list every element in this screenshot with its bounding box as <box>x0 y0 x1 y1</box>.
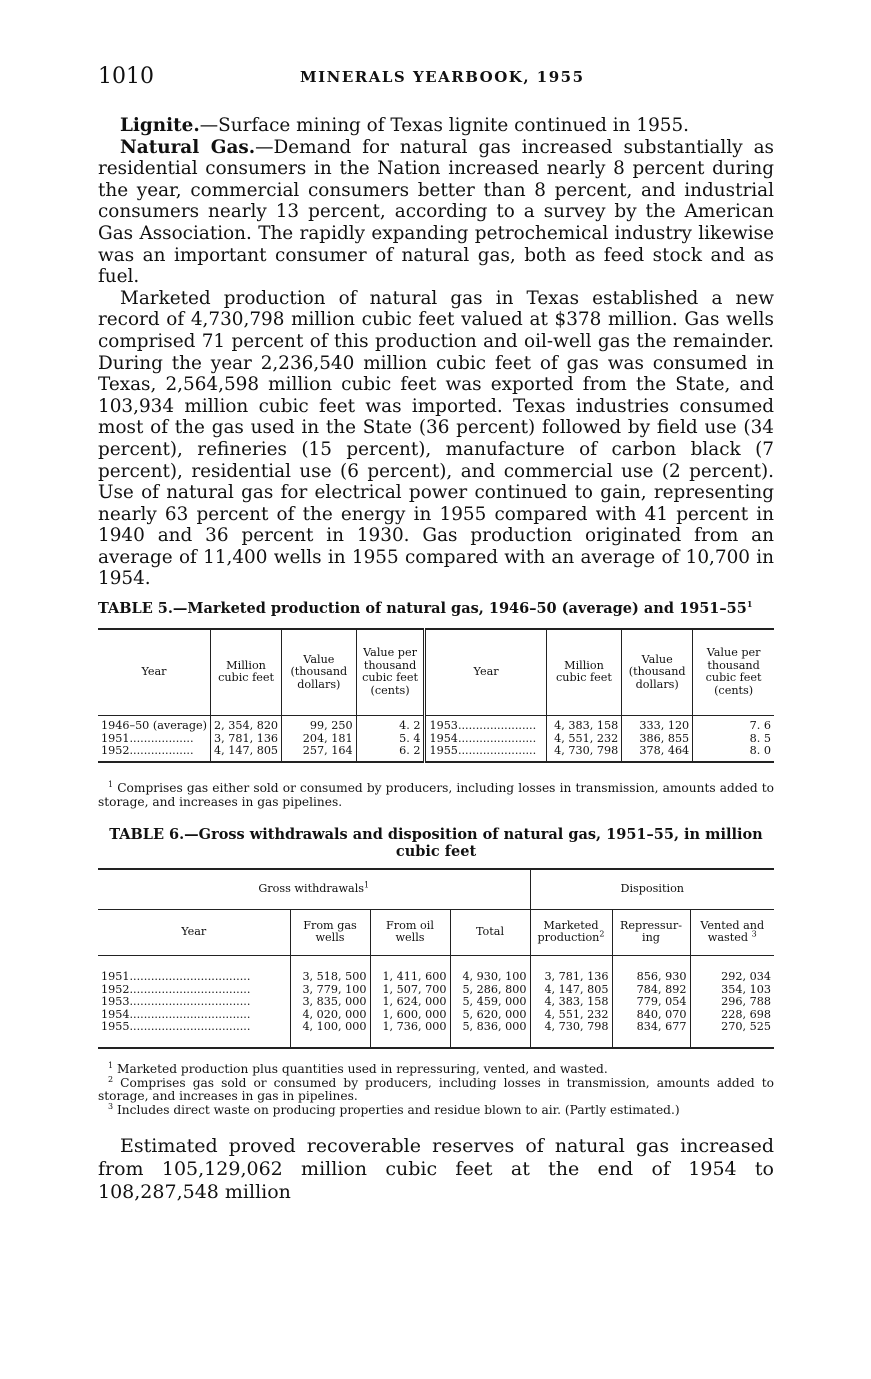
table5-footnote-text: Comprises gas either sold or consumed by producers, including losses in transmission, amounts added to storage, and increases in gas pipelines. <box>98 781 774 809</box>
natural-gas-text: —Demand for natural gas increased substantially as residential consumers in the Nation increased nearly 8 percent during the year, commercial consumers better than 8 percent, and industrial consumers nearly 13 percent, according to a survey by the American Gas Association. The rapidly expanding petrochemical industry likewise was an important consumer of natural gas, both as feed stock and as fuel. <box>98 136 774 288</box>
table6-repress-cell: 856, 930 <box>612 971 690 984</box>
table6-footnotes <box>98 1060 775 1117</box>
lignite-text: —Surface mining of Texas lignite continued in 1955. <box>199 115 690 136</box>
table5-col-year-left: Year <box>98 629 211 715</box>
table5-per-cell: 8. 5 <box>749 731 771 745</box>
table6-year-cell: 1953.................................. <box>98 996 290 1009</box>
table6-caption <box>98 826 774 860</box>
table6-footnote-1: $^1$ Marketed production plus quantities used in repressuring, vented, and wasted. <box>108 1060 608 1076</box>
table5-year-cell: 1954...................... <box>425 733 546 746</box>
table5-per-cell: 8. 0 <box>749 744 771 757</box>
table6-oil-cell: 1, 736, 000 <box>370 1021 450 1034</box>
table6-repress-cell: 834, 677 <box>612 1021 690 1034</box>
table5-per-cell: 5. 4 <box>356 733 425 746</box>
table5-value-cell: 257, 164 <box>282 745 357 758</box>
paragraph-reserves: Estimated proved recoverable reserves of natural gas increased from 105,129,062 million cubic feet at the end of 1954 to 108,287,548 million <box>98 1135 774 1203</box>
table6-year-cell: 1955.................................. <box>98 1021 290 1034</box>
table6-oil-cell: 1, 411, 600 <box>370 971 450 984</box>
table6-gas-cell: 3, 518, 500 <box>290 971 370 984</box>
table5-col-million-left: Million cubic feet <box>211 629 282 715</box>
table5-value-cell: 333, 120 <box>622 720 693 733</box>
table5-col-value-left: Value (thousand dollars) <box>282 629 357 715</box>
table6-col-total: Total <box>450 909 530 955</box>
table6 <box>98 868 774 1049</box>
paragraph-lignite <box>98 115 774 137</box>
table5-million-cell: 2, 354, 820 <box>211 720 282 733</box>
table6-year-cell: 1954.................................. <box>98 1009 290 1022</box>
table6-gas-cell: 3, 835, 000 <box>290 996 370 1009</box>
table6-oil-cell: 1, 507, 700 <box>370 984 450 997</box>
table5-header-row <box>98 629 774 715</box>
table-row <box>98 1021 774 1034</box>
table6-vented-cell: 292, 034 <box>721 970 771 983</box>
table6-col-gas-wells: From gas wells <box>290 909 370 955</box>
paragraph-marketed-production: Marketed production of natural gas in Texas established a new record of 4,730,798 million cubic feet valued at $378 million. Gas wells comprised 71 percent of this production and oil-well gas the remainder. During the year 2,236,540 million cubic feet of gas was consumed in Texas, 2,564,598 million cubic feet was exported from the State, and 103,934 million cubic feet was imported. Texas industries consumed most of the gas used in the State (36 percent) followed by field use (34 percent), refineries (15 percent), manufacture of carbon black (7 percent), residential use (6 percent), and commercial use (2 percent). Use of natural gas for electrical power continued to gain, representing nearly 63 percent of the energy in 1955 compared with 41 percent in 1940 and 36 percent in 1930. Gas production originated from an average of 11,400 wells in 1955 compared with an average of 10,700 in 1954. <box>98 287 774 590</box>
table6-group-row <box>98 869 774 909</box>
table6-vented-cell: 270, 525 <box>721 1020 771 1033</box>
table5-million-cell: 3, 781, 136 <box>211 733 282 746</box>
table6-footnote-3: $^3$ Includes direct waste on producing properties and residue blown to air. (Partly estimated.) <box>108 1101 680 1117</box>
table6-vented-cell: 354, 103 <box>721 982 771 996</box>
table6-col-oil-wells: From oil wells <box>370 909 450 955</box>
table5-col-per-left: Value per thousand cubic feet (cents) <box>356 629 425 715</box>
page-number: 1010 <box>98 64 154 89</box>
table5-million-cell: 4, 383, 158 <box>546 720 622 733</box>
table5-caption <box>98 600 774 617</box>
table6-gas-cell: 3, 779, 100 <box>290 984 370 997</box>
paragraph-natural-gas <box>98 137 774 288</box>
table5-col-per-right: Value per thousand cubic feet (cents) <box>705 646 762 697</box>
table5-col-year-right: Year <box>425 629 546 715</box>
table6-repress-cell: 779, 054 <box>612 996 690 1009</box>
table5-per-cell: 4. 2 <box>356 720 425 733</box>
table5-per-cell: 6. 2 <box>356 745 425 758</box>
table5-million-cell: 4, 730, 798 <box>546 745 622 758</box>
table6-footnote-2: $^2$ Comprises gas sold or consumed by producers, including losses in transmission, amounts added to storage, and increases in gas in pipelines. <box>98 1074 775 1103</box>
table6-col-vented: Vented and wasted $^3$ <box>700 918 765 944</box>
table6-group-gross: Gross withdrawals$^1$ <box>98 869 530 909</box>
table6-col-repressuring: Repressur- ing <box>612 909 690 955</box>
table6-marketed-cell: 4, 147, 805 <box>530 984 612 997</box>
table5-million-cell: 4, 551, 232 <box>546 733 622 746</box>
table-row <box>98 745 774 758</box>
table6-total-cell: 5, 836, 000 <box>450 1021 530 1034</box>
table6-caption-line1: TABLE 6.—Gross withdrawals and disposition of natural gas, 1951–55, in million <box>109 826 763 843</box>
table6-marketed-cell: 4, 551, 232 <box>530 1009 612 1022</box>
table6-gas-cell: 4, 020, 000 <box>290 1009 370 1022</box>
lignite-heading: Lignite. <box>120 115 200 136</box>
table5-year-cell: 1955...................... <box>425 745 546 758</box>
table5-value-cell: 386, 855 <box>622 733 693 746</box>
running-title: MINERALS YEARBOOK, 1955 <box>300 68 585 86</box>
table5-value-cell: 204, 181 <box>282 733 357 746</box>
table5-year-cell: 1951.................. <box>98 733 211 746</box>
table6-oil-cell: 1, 624, 000 <box>370 996 450 1009</box>
table6-year-cell: 1951.................................. <box>98 971 290 984</box>
intro-text <box>98 115 774 590</box>
table5 <box>98 628 774 763</box>
table6-marketed-cell: 4, 383, 158 <box>530 996 612 1009</box>
table5-value-cell: 99, 250 <box>282 720 357 733</box>
table6-repress-cell: 840, 070 <box>612 1009 690 1022</box>
table5-caption-note: 1 <box>746 599 753 610</box>
table6-total-cell: 5, 620, 000 <box>450 1009 530 1022</box>
table5-year-cell: 1952.................. <box>98 745 211 758</box>
table5-footnote <box>98 779 774 809</box>
table6-marketed-cell: 4, 730, 798 <box>530 1021 612 1034</box>
reserves-text <box>98 1135 774 1204</box>
table6-vented-cell: 228, 698 <box>721 1007 771 1021</box>
table5-million-cell: 4, 147, 805 <box>211 745 282 758</box>
table6-col-marketed: Marketed production$^2$ <box>530 909 612 955</box>
table6-vented-cell: 296, 788 <box>721 995 771 1008</box>
footnote-mark: 1 <box>108 779 114 789</box>
table6-header-row <box>98 909 774 955</box>
table6-gas-cell: 4, 100, 000 <box>290 1021 370 1034</box>
table6-repress-cell: 784, 892 <box>612 984 690 997</box>
table5-caption-text: TABLE 5.—Marketed production of natural gas, 1946–50 (average) and 1951–55 <box>98 600 747 617</box>
table6-year-cell: 1952.................................. <box>98 984 290 997</box>
table5-col-value-right: Value (thousand dollars) <box>622 629 693 715</box>
natural-gas-heading: Natural Gas. <box>120 136 256 158</box>
table6-group-disposition: Disposition <box>620 882 685 895</box>
table6-total-cell: 4, 930, 100 <box>450 971 530 984</box>
table5-year-cell: 1946–50 (average) <box>98 720 211 733</box>
table5-year-cell: 1953...................... <box>425 720 546 733</box>
table5-col-million-right: Million cubic feet <box>546 629 622 715</box>
table5-per-cell: 7. 6 <box>749 719 771 732</box>
table5-value-cell: 378, 464 <box>622 745 693 758</box>
table6-col-year: Year <box>98 909 290 955</box>
table6-caption-line2: cubic feet <box>395 843 477 860</box>
table6-oil-cell: 1, 600, 000 <box>370 1009 450 1022</box>
table6-total-cell: 5, 286, 800 <box>450 984 530 997</box>
table6-marketed-cell: 3, 781, 136 <box>530 971 612 984</box>
table6-total-cell: 5, 459, 000 <box>450 996 530 1009</box>
